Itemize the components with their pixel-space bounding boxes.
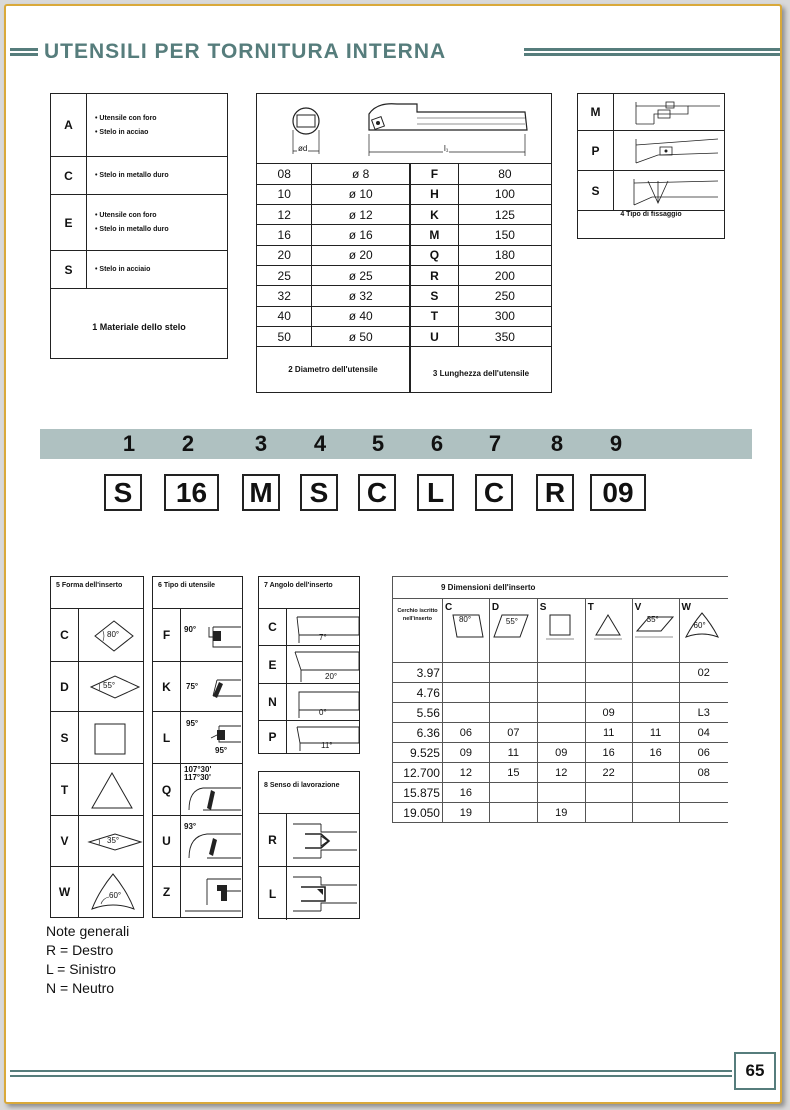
- length-label: l₁: [444, 144, 449, 153]
- insert-shape-row: [51, 662, 143, 712]
- table-cell: 22: [585, 763, 632, 783]
- code-cell: S: [51, 251, 87, 288]
- angle-label: 107°30': [184, 765, 212, 774]
- notes-heading: Note generali: [46, 923, 130, 939]
- table-cell: 16: [257, 225, 312, 245]
- table-cell: 02: [679, 663, 728, 683]
- angle-label: 95°: [215, 746, 228, 755]
- note-line: N = Neutro: [46, 980, 115, 996]
- table-cell: 200: [458, 265, 551, 285]
- table-cell: K: [411, 205, 458, 225]
- code-cell: V: [51, 816, 79, 866]
- code-cell: L: [259, 867, 287, 920]
- table-cell: 300: [458, 306, 551, 326]
- table-caption: 4 Tipo di fissaggio: [620, 211, 682, 218]
- table-cell: [632, 683, 679, 703]
- table-cell: 06: [679, 743, 728, 763]
- desc-line: • Stelo in acciao: [95, 128, 149, 136]
- table-cell: 08: [679, 763, 728, 783]
- angle-label: 80°: [107, 630, 120, 639]
- insert-angle-row: [259, 646, 359, 684]
- table-cell: F: [411, 164, 458, 184]
- insert-angle-row: [259, 684, 359, 721]
- table-cell: 11: [489, 743, 537, 763]
- angle-label: 20°: [325, 672, 338, 681]
- code-cell: F: [153, 609, 181, 661]
- position-number: 2: [181, 431, 195, 456]
- tool-dimension-drawing: [256, 93, 552, 164]
- table-cell: 20: [257, 245, 312, 265]
- insert-shape-row: [51, 816, 143, 867]
- table-cell: L3: [679, 703, 728, 723]
- table-cell: [632, 763, 679, 783]
- table-cell: [632, 663, 679, 683]
- table-cell: 100: [458, 184, 551, 204]
- table-row: [411, 205, 551, 225]
- angle-label: 55°: [103, 681, 116, 690]
- column-code: V: [634, 602, 642, 613]
- table-cell: 16: [632, 743, 679, 763]
- desc-line: • Stelo in metallo duro: [95, 172, 169, 179]
- position-number: 5: [371, 431, 385, 456]
- table-cell: 5.56: [393, 703, 443, 723]
- table-caption: 7 Angolo dell'inserto: [259, 577, 359, 609]
- code-cell: P: [259, 721, 287, 753]
- table-cell: 12: [257, 205, 312, 225]
- cutting-direction-row: [259, 867, 359, 920]
- position-number: 3: [254, 431, 268, 456]
- table-cell: [489, 683, 537, 703]
- angle-label: 117°30': [184, 773, 211, 782]
- position-number: 8: [550, 431, 564, 456]
- shape-t-icon: [594, 611, 630, 641]
- table-cell: 09: [442, 743, 489, 763]
- column-header-c: [442, 599, 489, 663]
- footer-rule: [10, 1070, 732, 1077]
- table-cell: 15: [489, 763, 537, 783]
- shank-material-row: [51, 157, 227, 195]
- code-cell: U: [153, 816, 181, 866]
- left-hand-tool-icon: [291, 873, 359, 915]
- table-cell: 06: [442, 723, 489, 743]
- table-row: [393, 763, 729, 783]
- table-row: [411, 326, 551, 346]
- column-header-d: [489, 599, 537, 663]
- table-cell: [489, 803, 537, 823]
- table-row: [257, 245, 409, 265]
- code-cell: Z: [153, 867, 181, 917]
- code-position-band: [40, 429, 752, 459]
- angle-label: 35°: [107, 836, 120, 845]
- table-cell: 15.875: [393, 783, 443, 803]
- code-cell: S: [578, 171, 614, 210]
- table-row: [393, 743, 729, 763]
- shank-material-table: [50, 93, 228, 359]
- table-row: [393, 703, 729, 723]
- code-letter-box: S: [300, 474, 338, 511]
- code-cell: T: [51, 764, 79, 815]
- table-cell: 16: [442, 783, 489, 803]
- table-caption: 5 Forma dell'inserto: [51, 577, 143, 609]
- table-cell: 19: [442, 803, 489, 823]
- tool-q-icon: [183, 780, 243, 814]
- table-cell: [489, 663, 537, 683]
- code-letter-box: M: [242, 474, 280, 511]
- table-cell: 09: [537, 743, 585, 763]
- triangle-icon: [87, 770, 137, 812]
- length-table: [410, 163, 552, 393]
- tool-type-row: [153, 712, 242, 764]
- table-cell: ø 10: [312, 184, 409, 204]
- shank-material-row: [51, 251, 227, 289]
- tool-type-row: [153, 867, 242, 917]
- desc-line: • Stelo in metallo duro: [95, 226, 169, 233]
- page-title: UTENSILI PER TORNITURA INTERNA: [44, 40, 447, 63]
- column-code: C: [444, 602, 453, 613]
- table-cell: 25: [257, 265, 312, 285]
- table-cell: R: [411, 265, 458, 285]
- code-letter-box: C: [475, 474, 513, 511]
- table-cell: 10: [257, 184, 312, 204]
- angle-label: 95°: [186, 719, 199, 728]
- code-cell: P: [578, 131, 614, 170]
- table-cell: ø 50: [312, 326, 409, 346]
- table-cell: [632, 803, 679, 823]
- table-cell: 150: [458, 225, 551, 245]
- angle-label: 90°: [184, 625, 197, 634]
- column-angle: 35°: [646, 615, 659, 624]
- header-rule-right: [524, 48, 782, 56]
- table-cell: [537, 683, 585, 703]
- table-cell: 250: [458, 286, 551, 306]
- catalog-page: [4, 4, 782, 1104]
- code-letter-box: S: [104, 474, 142, 511]
- table-row: [411, 245, 551, 265]
- code-cell: M: [578, 94, 614, 130]
- table-row: [393, 783, 729, 803]
- header-rule-left: [10, 48, 38, 56]
- code-cell: C: [51, 609, 79, 661]
- table-cell: [442, 663, 489, 683]
- code-cell: C: [51, 157, 87, 194]
- table-cell: 19.050: [393, 803, 443, 823]
- table-caption: 3 Lunghezza dell'utensile: [432, 369, 530, 378]
- insert-shape-table: [50, 576, 144, 918]
- table-cell: [537, 703, 585, 723]
- table-cell: 09: [585, 703, 632, 723]
- insert-angle-row: [259, 721, 359, 753]
- insert-shape-row: [51, 712, 143, 764]
- table-cell: 9.525: [393, 743, 443, 763]
- general-notes: [46, 922, 129, 998]
- shape-s-icon: [546, 611, 582, 641]
- table-cell: [632, 703, 679, 723]
- tool-type-row: [153, 609, 242, 662]
- table-cell: [489, 783, 537, 803]
- table-cell: 07: [489, 723, 537, 743]
- table-row: [411, 184, 551, 204]
- code-letter-box: R: [536, 474, 574, 511]
- table-cell: 11: [585, 723, 632, 743]
- column-code: S: [539, 602, 547, 613]
- table-row: [257, 225, 409, 245]
- table-cell: U: [411, 326, 458, 346]
- table-row: [257, 286, 409, 306]
- right-hand-tool-icon: [291, 820, 359, 862]
- table-cell: 350: [458, 326, 551, 346]
- diameter-label: ød: [298, 144, 308, 153]
- insert-angle-row: [259, 609, 359, 646]
- tool-type-row: [153, 816, 242, 867]
- table-cell: ø 32: [312, 286, 409, 306]
- column-code: D: [491, 602, 500, 613]
- table-caption: 2 Diametro dell'utensile: [288, 365, 378, 374]
- table-caption: 9 Dimensioni dell'inserto: [393, 577, 729, 599]
- table-cell: 08: [257, 164, 312, 184]
- table-cell: 12: [537, 763, 585, 783]
- table-caption: 1 Materiale dello stelo: [92, 322, 186, 332]
- table-row: [393, 663, 729, 683]
- table-cell: ø 8: [312, 164, 409, 184]
- table-cell: 12.700: [393, 763, 443, 783]
- table-cell: 80: [458, 164, 551, 184]
- insert-shape-row: [51, 609, 143, 662]
- table-cell: M: [411, 225, 458, 245]
- table-cell: 50: [257, 326, 312, 346]
- table-row: [393, 683, 729, 703]
- code-letter-box: 16: [164, 474, 219, 511]
- insert-angle-table: [258, 576, 360, 754]
- table-cell: 125: [458, 205, 551, 225]
- code-cell: W: [51, 867, 79, 917]
- code-cell: S: [51, 712, 79, 763]
- diameter-table: [256, 163, 410, 393]
- column-angle: 80°: [458, 615, 472, 624]
- table-cell: 12: [442, 763, 489, 783]
- table-cell: Q: [411, 245, 458, 265]
- desc-line: • Utensile con foro: [95, 212, 157, 219]
- page-number: 65: [734, 1052, 776, 1090]
- table-cell: 180: [458, 245, 551, 265]
- table-row: [257, 326, 409, 346]
- tool-type-table: [152, 576, 243, 918]
- code-cell: N: [259, 684, 287, 720]
- position-number: 4: [313, 431, 327, 456]
- position-number: 1: [122, 431, 136, 456]
- table-caption: 6 Tipo di utensile: [153, 577, 242, 609]
- table-cell: 6.36: [393, 723, 443, 743]
- clamping-row: [578, 94, 724, 131]
- table-row: [393, 803, 729, 823]
- table-cell: ø 20: [312, 245, 409, 265]
- table-cell: 19: [537, 803, 585, 823]
- code-letter-box: 09: [590, 474, 646, 511]
- table-cell: ø 25: [312, 265, 409, 285]
- angle-label: 0°: [319, 708, 327, 717]
- angle-label: 11°: [321, 741, 333, 750]
- shank-material-row: [51, 94, 227, 157]
- table-cell: [585, 663, 632, 683]
- insert-dimensions-table: [392, 576, 728, 842]
- tool-z-icon: [183, 871, 243, 915]
- cutting-direction-table: [258, 771, 360, 919]
- angle-label: 75°: [186, 682, 199, 691]
- table-cell: 16: [585, 743, 632, 763]
- table-cell: [537, 723, 585, 743]
- insert-shape-row: [51, 867, 143, 917]
- table-row: [411, 265, 551, 285]
- table-cell: [537, 783, 585, 803]
- table-cell: ø 16: [312, 225, 409, 245]
- table-cell: [632, 783, 679, 803]
- clamp-p-icon: [618, 135, 722, 167]
- table-cell: 40: [257, 306, 312, 326]
- shape-d-icon: [492, 611, 532, 641]
- table-cell: [585, 803, 632, 823]
- table-row: [393, 723, 729, 743]
- table-row: [411, 286, 551, 306]
- column-header-t: [585, 599, 632, 663]
- insert-dimensions-grid: [392, 576, 728, 823]
- column-angle: 55°: [505, 617, 518, 626]
- column-code: T: [587, 602, 594, 613]
- code-cell: C: [259, 609, 287, 645]
- column-header-v: [632, 599, 679, 663]
- insert-shape-row: [51, 764, 143, 816]
- code-cell: E: [51, 195, 87, 250]
- clamping-row: [578, 171, 724, 211]
- desc-line: • Utensile con foro: [95, 114, 157, 122]
- note-line: L = Sinistro: [46, 961, 116, 977]
- cutting-direction-row: [259, 814, 359, 867]
- column-code: W: [681, 602, 691, 613]
- code-letter-box: L: [417, 474, 454, 511]
- table-cell: 3.97: [393, 663, 443, 683]
- position-number: 6: [430, 431, 444, 456]
- table-cell: [679, 683, 728, 703]
- column-header-w: [679, 599, 728, 663]
- code-cell: Q: [153, 764, 181, 815]
- table-cell: [585, 783, 632, 803]
- table-cell: [585, 683, 632, 703]
- clamp-m-icon: [618, 98, 722, 128]
- table-row: [257, 306, 409, 326]
- table-cell: [679, 803, 728, 823]
- table-cell: 11: [632, 723, 679, 743]
- code-letter-box: C: [358, 474, 396, 511]
- table-caption: 8 Senso di lavorazione: [259, 772, 359, 814]
- table-row: [411, 225, 551, 245]
- note-line: R = Destro: [46, 942, 114, 958]
- angle-label: 93°: [184, 822, 197, 831]
- table-cell: [442, 683, 489, 703]
- table-cell: 04: [679, 723, 728, 743]
- clamping-type-table: [577, 93, 725, 239]
- table-row: [257, 164, 409, 184]
- row-header-cell: Cerchio iscritto nell'inserto: [393, 599, 443, 663]
- table-cell: [537, 663, 585, 683]
- code-cell: L: [153, 712, 181, 763]
- table-cell: ø 12: [312, 205, 409, 225]
- column-header-s: [537, 599, 585, 663]
- code-cell: R: [259, 814, 287, 866]
- table-title-row: [393, 577, 729, 599]
- table-cell: [489, 703, 537, 723]
- table-cell: [442, 703, 489, 723]
- table-cell: H: [411, 184, 458, 204]
- table-cell: [679, 783, 728, 803]
- table-header-row: [393, 599, 729, 663]
- table-row: [411, 164, 551, 184]
- angle-label: 7°: [319, 633, 327, 642]
- table-cell: 32: [257, 286, 312, 306]
- table-row: [257, 184, 409, 204]
- table-row: [411, 306, 551, 326]
- table-cell: T: [411, 306, 458, 326]
- column-angle: 60°: [693, 621, 706, 630]
- diameter-length-tables: [256, 93, 552, 393]
- code-cell: A: [51, 94, 87, 156]
- position-number: 7: [488, 431, 502, 456]
- clamping-row: [578, 131, 724, 171]
- table-cell: ø 40: [312, 306, 409, 326]
- tool-type-row: [153, 764, 242, 816]
- shank-material-row: [51, 195, 227, 251]
- desc-line: • Stelo in acciaio: [95, 266, 151, 273]
- table-cell: S: [411, 286, 458, 306]
- table-row: [257, 265, 409, 285]
- page-header: [6, 40, 782, 68]
- clamp-s-icon: [618, 175, 722, 207]
- table-cell: 4.76: [393, 683, 443, 703]
- code-cell: K: [153, 662, 181, 711]
- code-cell: D: [51, 662, 79, 711]
- square-icon: [91, 722, 131, 756]
- angle-label: 60°: [109, 891, 122, 900]
- tool-type-row: [153, 662, 242, 712]
- code-cell: E: [259, 646, 287, 683]
- position-number: 9: [609, 431, 623, 456]
- table-row: [257, 205, 409, 225]
